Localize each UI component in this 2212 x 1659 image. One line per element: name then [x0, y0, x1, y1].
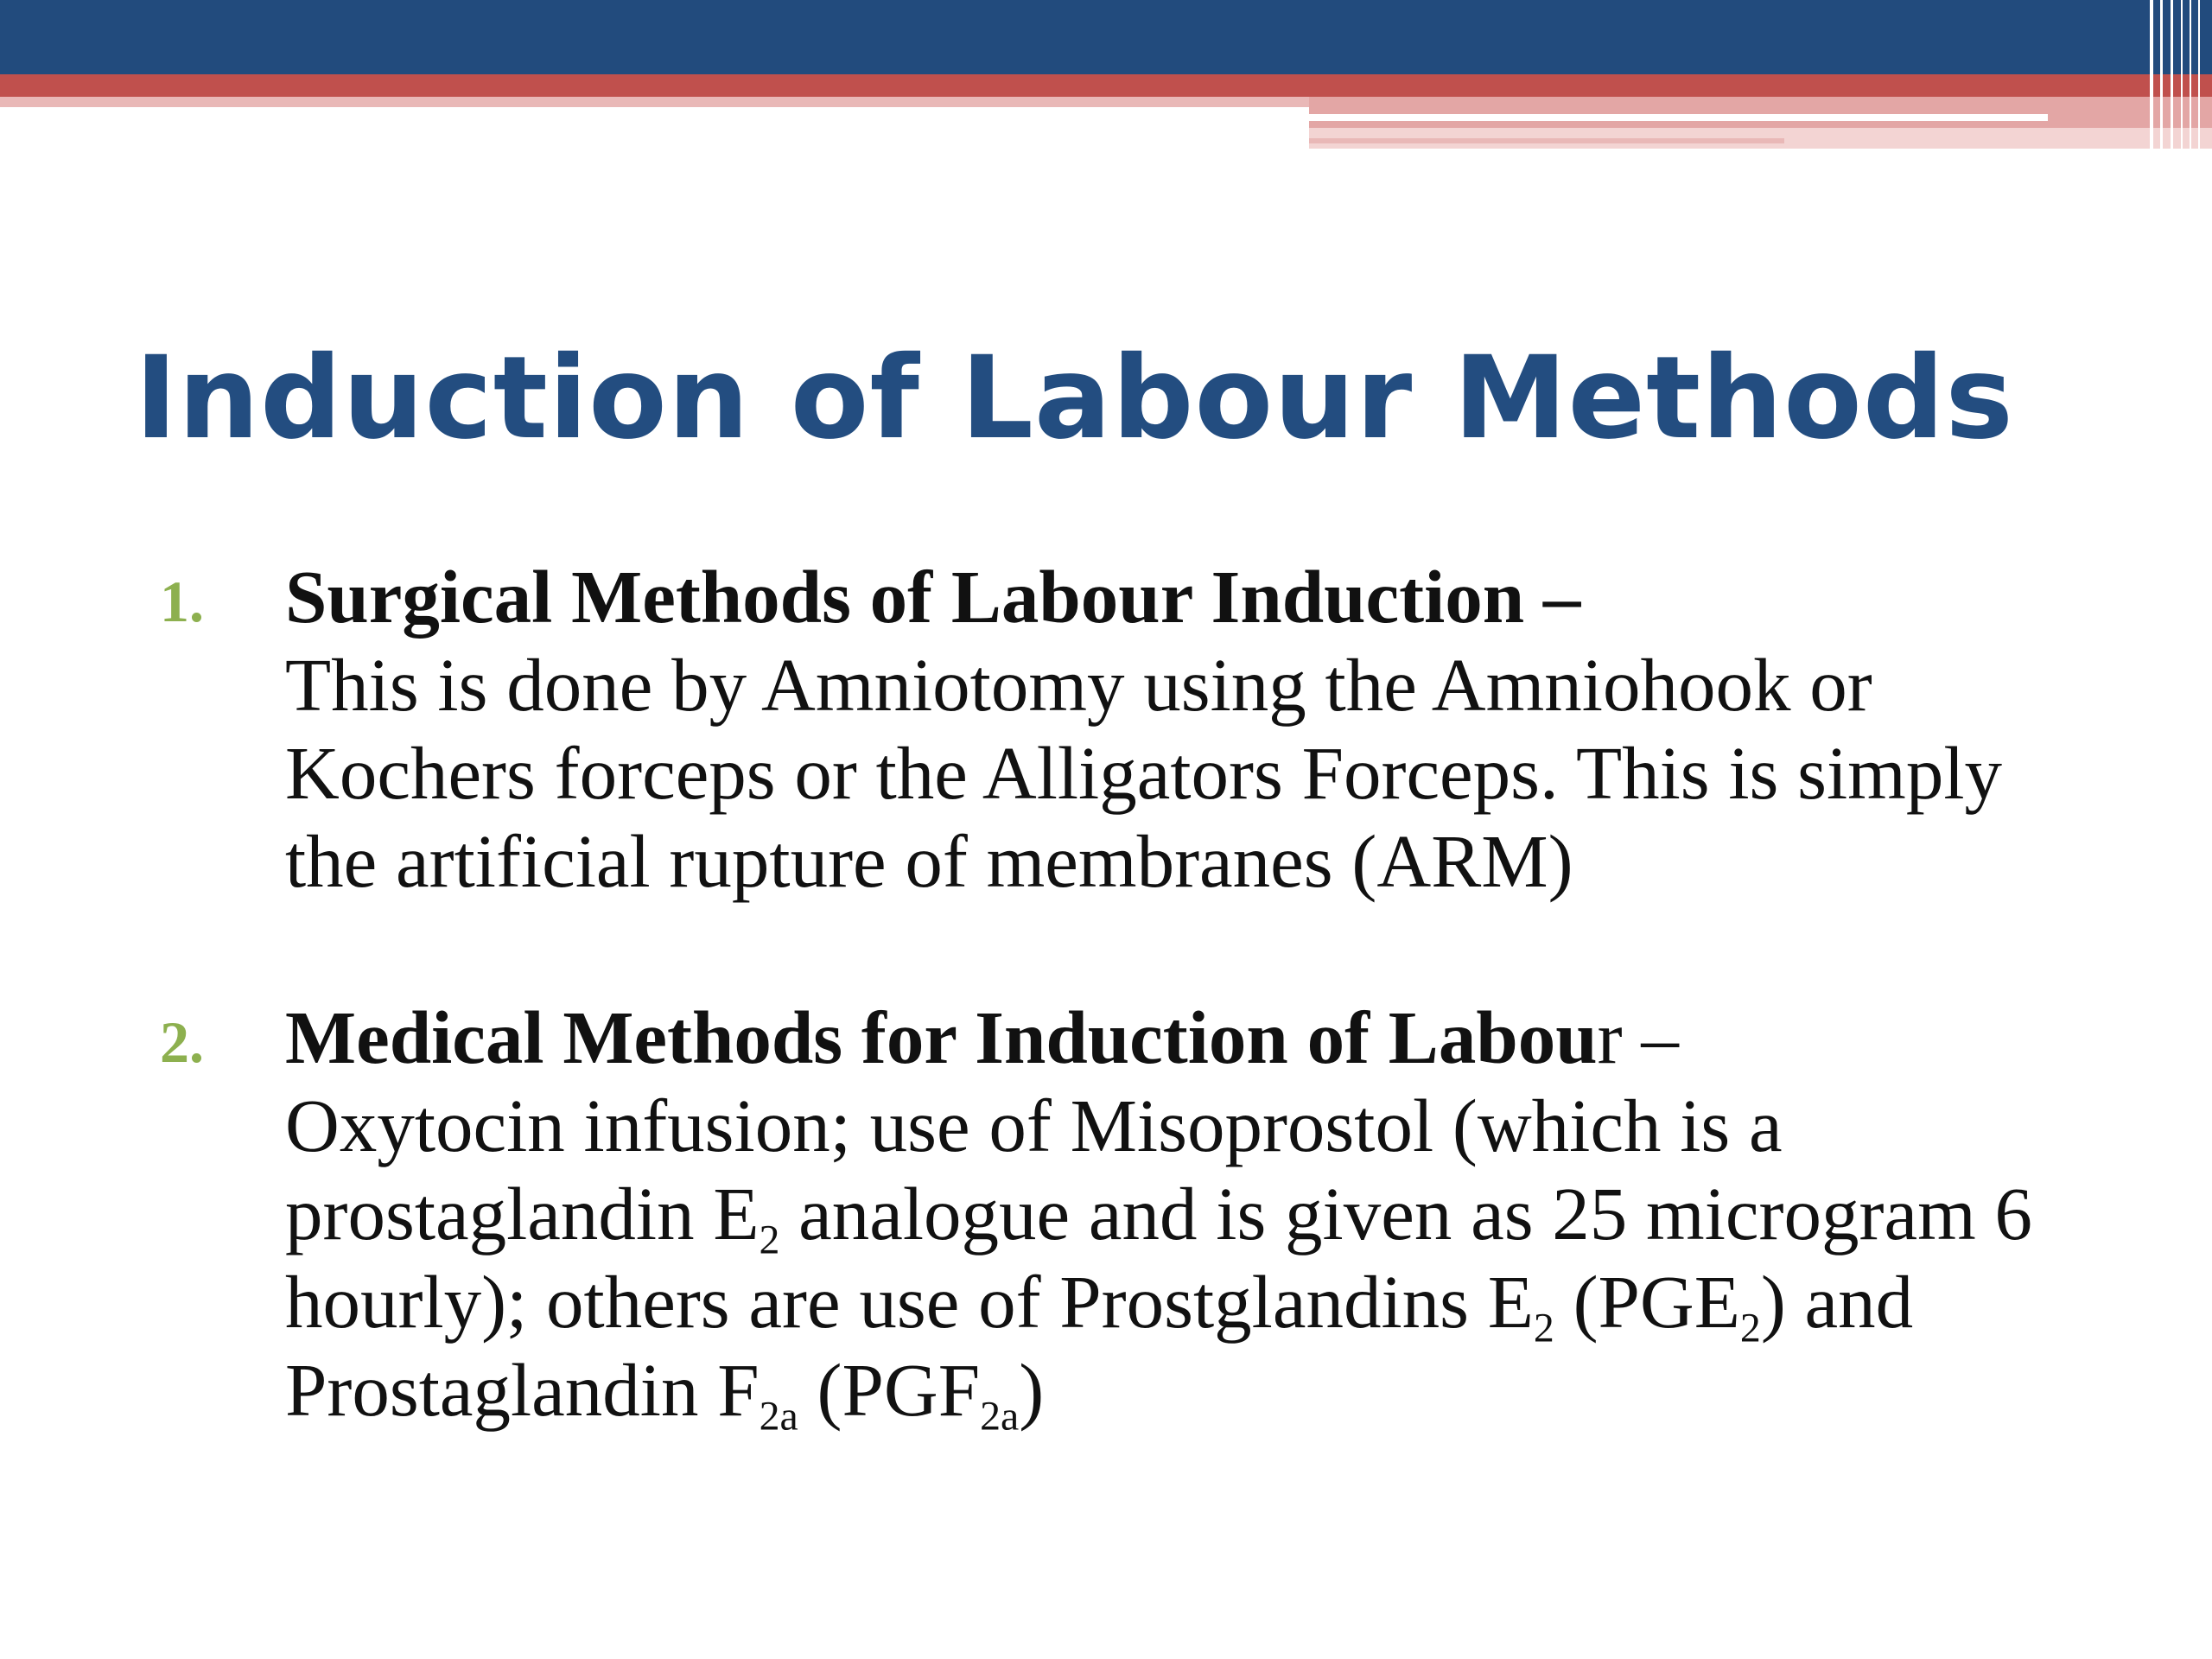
- header-red-band: [0, 74, 2212, 97]
- item-body: Oxytocin infusion; use of Misoprostol (which is a prostaglandin E: [285, 1084, 1783, 1255]
- item-body: This is done by Amniotomy using the Amniohook or Kochers forceps or the Alligators Forceps. This is simply the artificial rupture of membranes (ARM): [285, 643, 2003, 903]
- item-body: analogue and is given as 25 microgram 6 hourly); others are use of Prostglandins E: [285, 1172, 2032, 1344]
- item-body: (PGE: [1554, 1260, 1740, 1344]
- subscript: 2: [759, 1217, 780, 1263]
- slide-title: Induction of Labour Methods: [135, 332, 2014, 465]
- item-dash: –: [1524, 555, 1581, 639]
- subscript: 2a: [759, 1393, 798, 1440]
- header-vertical-stripe: [2181, 0, 2183, 149]
- subscript: 2a: [980, 1393, 1020, 1440]
- list-item-text: [285, 553, 2082, 906]
- item-heading-tail: r: [1597, 995, 1623, 1079]
- header-accent-line: [1309, 138, 1784, 143]
- list-item-text: [285, 994, 2082, 1440]
- header-vertical-stripe: [2150, 0, 2153, 149]
- header-vertical-stripe: [2198, 0, 2200, 149]
- subscript: 2: [1533, 1305, 1554, 1351]
- subscript: 2: [1739, 1305, 1761, 1351]
- header-blue-band: [0, 0, 2212, 74]
- item-body: ) and Prostaglandin F: [285, 1260, 1914, 1432]
- list-number: 1.: [160, 569, 204, 634]
- item-body: (PGF: [798, 1348, 981, 1432]
- header-right-red-band: [1309, 97, 2212, 128]
- item-dash: –: [1622, 995, 1679, 1079]
- header-vertical-stripe: [2171, 0, 2173, 149]
- list-number: 2.: [160, 1009, 204, 1075]
- header-vertical-stripe: [2160, 0, 2163, 149]
- item-heading: Surgical Methods of Labour Induction: [285, 555, 1525, 639]
- item-heading: Medical Methods for Induction of Labou: [285, 995, 1598, 1079]
- header-white-line: [1309, 114, 2048, 121]
- header-light-red-band: [0, 97, 1309, 107]
- item-body: ): [1019, 1348, 1045, 1432]
- header-vertical-stripe: [2190, 0, 2191, 149]
